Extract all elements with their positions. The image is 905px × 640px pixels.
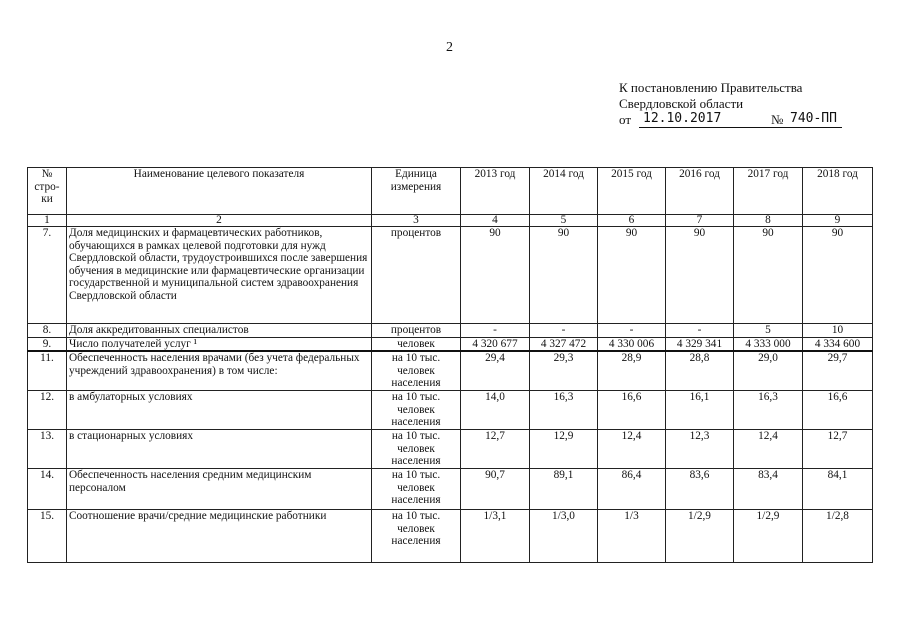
header-2013: 2013 год bbox=[461, 168, 530, 215]
row-name: Соотношение врачи/средние медицинские работники bbox=[67, 510, 372, 563]
value-2015: - bbox=[598, 324, 666, 338]
row-name: Обеспеченность населения средним медицинским персоналом bbox=[67, 469, 372, 510]
row-unit: на 10 тыс. человек населения bbox=[372, 430, 461, 469]
row-unit: на 10 тыс. человек населения bbox=[372, 510, 461, 563]
value-2018: 1/2,8 bbox=[803, 510, 873, 563]
index-cell: 5 bbox=[530, 215, 598, 227]
row-number: 7. bbox=[28, 227, 67, 324]
value-2017: 90 bbox=[734, 227, 803, 324]
value-2018: 12,7 bbox=[803, 430, 873, 469]
row-name: Доля медицинских и фармацевтических работников, обучающихся в рамках целевой подготовки для нужд Свердловской области, трудоустроившихся после завершения обучения в медицинские или фармацевтические организации государственной и муниципальной систем здравоохранения Свердловской области bbox=[67, 227, 372, 324]
index-cell: 9 bbox=[803, 215, 873, 227]
value-2014: 12,9 bbox=[530, 430, 598, 469]
index-cell: 7 bbox=[666, 215, 734, 227]
value-2013: 12,7 bbox=[461, 430, 530, 469]
row-number: 15. bbox=[28, 510, 67, 563]
value-2018: 29,7 bbox=[803, 351, 873, 391]
value-2015: 90 bbox=[598, 227, 666, 324]
value-2016: 12,3 bbox=[666, 430, 734, 469]
indicators-table bbox=[27, 167, 873, 563]
value-2017: 4 333 000 bbox=[734, 337, 803, 351]
table-row bbox=[28, 351, 873, 391]
row-name: Доля аккредитованных специалистов bbox=[67, 324, 372, 338]
table-row bbox=[28, 324, 873, 338]
row-name: в стационарных условиях bbox=[67, 430, 372, 469]
header-line-2: Свердловской области bbox=[619, 96, 744, 111]
index-cell: 2 bbox=[67, 215, 372, 227]
document-date: 12.10.2017 bbox=[639, 111, 787, 128]
document-header bbox=[619, 80, 837, 130]
value-2015: 12,4 bbox=[598, 430, 666, 469]
value-2014: 1/3,0 bbox=[530, 510, 598, 563]
row-name: Обеспеченность населения врачами (без учета федеральных учреждений здравоохранения) в том числе: bbox=[67, 351, 372, 391]
value-2015: 28,9 bbox=[598, 351, 666, 391]
header-date-line bbox=[619, 111, 837, 130]
table-row bbox=[28, 430, 873, 469]
value-2014: - bbox=[530, 324, 598, 338]
value-2016: - bbox=[666, 324, 734, 338]
value-2014: 89,1 bbox=[530, 469, 598, 510]
table-row bbox=[28, 469, 873, 510]
number-prefix: № bbox=[771, 112, 784, 127]
header-2017: 2017 год bbox=[734, 168, 803, 215]
value-2016: 4 329 341 bbox=[666, 337, 734, 351]
value-2013: 90,7 bbox=[461, 469, 530, 510]
value-2014: 4 327 472 bbox=[530, 337, 598, 351]
index-cell: 8 bbox=[734, 215, 803, 227]
table-row bbox=[28, 510, 873, 563]
value-2014: 90 bbox=[530, 227, 598, 324]
value-2013: 4 320 677 bbox=[461, 337, 530, 351]
value-2013: 1/3,1 bbox=[461, 510, 530, 563]
index-cell: 1 bbox=[28, 215, 67, 227]
row-unit: на 10 тыс. человек населения bbox=[372, 391, 461, 430]
value-2013: 90 bbox=[461, 227, 530, 324]
value-2015: 86,4 bbox=[598, 469, 666, 510]
row-name: Число получателей услуг ¹ bbox=[67, 337, 372, 351]
header-name: Наименование целевого показателя bbox=[67, 168, 372, 215]
table-row bbox=[28, 337, 873, 351]
row-unit: на 10 тыс. человек населения bbox=[372, 469, 461, 510]
value-2016: 1/2,9 bbox=[666, 510, 734, 563]
row-number: 14. bbox=[28, 469, 67, 510]
header-2016: 2016 год bbox=[666, 168, 734, 215]
value-2018: 90 bbox=[803, 227, 873, 324]
table-row bbox=[28, 227, 873, 324]
document-number: 740-ПП bbox=[787, 111, 842, 128]
value-2017: 83,4 bbox=[734, 469, 803, 510]
value-2016: 16,1 bbox=[666, 391, 734, 430]
header-unit: Единица измерения bbox=[372, 168, 461, 215]
row-unit: на 10 тыс. человек населения bbox=[372, 351, 461, 391]
value-2015: 1/3 bbox=[598, 510, 666, 563]
value-2013: 29,4 bbox=[461, 351, 530, 391]
row-number: 13. bbox=[28, 430, 67, 469]
value-2017: 1/2,9 bbox=[734, 510, 803, 563]
index-cell: 6 bbox=[598, 215, 666, 227]
table-row bbox=[28, 391, 873, 430]
table-index-row bbox=[28, 215, 873, 227]
value-2014: 16,3 bbox=[530, 391, 598, 430]
value-2017: 29,0 bbox=[734, 351, 803, 391]
row-unit: процентов bbox=[372, 324, 461, 338]
value-2018: 16,6 bbox=[803, 391, 873, 430]
row-number: 8. bbox=[28, 324, 67, 338]
value-2017: 12,4 bbox=[734, 430, 803, 469]
page-number: 2 bbox=[446, 40, 453, 55]
value-2015: 4 330 006 bbox=[598, 337, 666, 351]
row-number: 12. bbox=[28, 391, 67, 430]
header-2018: 2018 год bbox=[803, 168, 873, 215]
value-2016: 90 bbox=[666, 227, 734, 324]
header-line-1: К постановлению Правительства bbox=[619, 80, 803, 95]
value-2016: 28,8 bbox=[666, 351, 734, 391]
value-2016: 83,6 bbox=[666, 469, 734, 510]
index-cell: 4 bbox=[461, 215, 530, 227]
value-2017: 16,3 bbox=[734, 391, 803, 430]
value-2013: - bbox=[461, 324, 530, 338]
row-unit: человек bbox=[372, 337, 461, 351]
value-2014: 29,3 bbox=[530, 351, 598, 391]
value-2018: 4 334 600 bbox=[803, 337, 873, 351]
table-header-row bbox=[28, 168, 873, 215]
value-2013: 14,0 bbox=[461, 391, 530, 430]
value-2015: 16,6 bbox=[598, 391, 666, 430]
header-num: № стро-ки bbox=[28, 168, 67, 215]
value-2018: 84,1 bbox=[803, 469, 873, 510]
value-2017: 5 bbox=[734, 324, 803, 338]
row-unit: процентов bbox=[372, 227, 461, 324]
row-number: 11. bbox=[28, 351, 67, 391]
date-prefix: от bbox=[619, 112, 632, 127]
index-cell: 3 bbox=[372, 215, 461, 227]
header-2014: 2014 год bbox=[530, 168, 598, 215]
row-number: 9. bbox=[28, 337, 67, 351]
value-2018: 10 bbox=[803, 324, 873, 338]
header-2015: 2015 год bbox=[598, 168, 666, 215]
row-name: в амбулаторных условиях bbox=[67, 391, 372, 430]
